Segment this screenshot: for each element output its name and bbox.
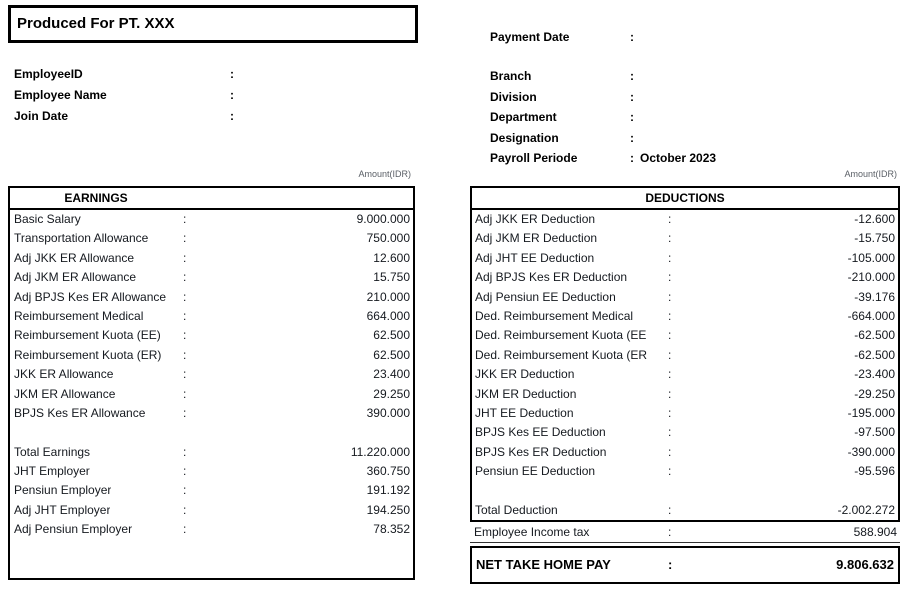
row-amount: 12.600 bbox=[373, 250, 410, 265]
row-colon: : bbox=[183, 289, 187, 304]
row-colon: : bbox=[183, 347, 187, 362]
deductions-row bbox=[472, 326, 898, 345]
earnings-row bbox=[10, 249, 413, 268]
info-colon: : bbox=[630, 30, 634, 44]
row-label: Adj JHT EE Deduction bbox=[475, 250, 595, 265]
info-label: EmployeeID bbox=[14, 67, 83, 81]
earnings-row bbox=[10, 229, 413, 248]
row-label: Adj JKM ER Allowance bbox=[14, 270, 137, 285]
deductions-row bbox=[472, 307, 898, 326]
earnings-row bbox=[10, 520, 413, 539]
deductions-row bbox=[472, 249, 898, 268]
row-label: Ded. Reimbursement Kuota (EE bbox=[475, 328, 647, 343]
info-colon: : bbox=[630, 110, 634, 125]
row-colon: : bbox=[668, 557, 673, 572]
company-info-row bbox=[490, 107, 890, 128]
earnings-row bbox=[10, 346, 413, 365]
earnings-row bbox=[10, 288, 413, 307]
employee-info-row bbox=[14, 106, 434, 127]
row-colon: : bbox=[183, 502, 187, 517]
row-label: Basic Salary bbox=[14, 212, 81, 226]
row-label: Adj JKK ER Deduction bbox=[475, 212, 596, 226]
earnings-row bbox=[10, 365, 413, 384]
row-colon: : bbox=[183, 405, 187, 420]
row-label: JKM ER Allowance bbox=[14, 386, 116, 401]
employee-info-row bbox=[14, 64, 434, 85]
info-label: Division bbox=[490, 89, 537, 104]
row-label: Pensiun Employer bbox=[14, 483, 112, 498]
row-amount: 62.500 bbox=[373, 347, 410, 362]
earnings-row bbox=[10, 326, 413, 345]
deductions-row bbox=[472, 288, 898, 307]
net-take-home-pay-box bbox=[470, 546, 900, 584]
row-colon: : bbox=[183, 212, 187, 226]
deductions-row bbox=[472, 210, 898, 229]
deductions-row bbox=[472, 229, 898, 248]
company-info-row bbox=[490, 66, 890, 87]
row-label: JHT EE Deduction bbox=[475, 405, 574, 420]
info-colon: : bbox=[630, 130, 634, 145]
row-colon: : bbox=[183, 386, 187, 401]
earnings-row bbox=[10, 385, 413, 404]
earnings-row bbox=[10, 462, 413, 481]
deductions-rows bbox=[472, 210, 898, 520]
earnings-row bbox=[10, 210, 413, 229]
row-amount: -62.500 bbox=[854, 347, 895, 362]
row-colon: : bbox=[183, 250, 187, 265]
row-colon: : bbox=[183, 483, 187, 498]
row-label: Reimbursement Kuota (EE) bbox=[14, 328, 161, 343]
deductions-amount-unit: Amount(IDR) bbox=[844, 169, 897, 179]
row-amount: 23.400 bbox=[373, 367, 410, 382]
deductions-row bbox=[472, 404, 898, 423]
row-colon: : bbox=[183, 231, 187, 246]
row-colon: : bbox=[668, 502, 672, 517]
row-label: Adj JHT Employer bbox=[14, 502, 111, 517]
row-label: BPJS Kes EE Deduction bbox=[475, 425, 606, 440]
row-amount: 62.500 bbox=[373, 328, 410, 343]
row-colon: : bbox=[668, 367, 672, 382]
earnings-row bbox=[10, 307, 413, 326]
row-colon: : bbox=[668, 464, 672, 479]
row-amount: -23.400 bbox=[854, 367, 895, 382]
info-label: Designation bbox=[490, 130, 559, 145]
row-amount: -390.000 bbox=[847, 444, 895, 459]
row-colon: : bbox=[183, 522, 187, 537]
row-colon: : bbox=[183, 464, 187, 479]
info-label: Payroll Periode bbox=[490, 151, 578, 166]
deductions-row bbox=[472, 462, 898, 481]
row-label: Reimbursement Medical bbox=[14, 308, 144, 323]
row-amount: -97.500 bbox=[854, 425, 895, 440]
earnings-amount-unit: Amount(IDR) bbox=[358, 169, 411, 179]
row-label: Reimbursement Kuota (ER) bbox=[14, 347, 162, 362]
row-colon: : bbox=[183, 367, 187, 382]
company-info-row bbox=[490, 128, 890, 149]
row-colon: : bbox=[668, 405, 672, 420]
info-colon: : bbox=[630, 89, 634, 104]
deductions-row bbox=[472, 268, 898, 287]
info-label: Join Date bbox=[14, 109, 69, 123]
row-colon: : bbox=[668, 444, 672, 459]
company-info-row bbox=[490, 148, 890, 169]
row-label: JHT Employer bbox=[14, 464, 90, 479]
info-label: Employee Name bbox=[14, 88, 107, 102]
row-colon: : bbox=[183, 308, 187, 323]
deductions-row bbox=[472, 423, 898, 442]
deductions-header bbox=[472, 188, 898, 210]
earnings-row bbox=[10, 443, 413, 462]
info-colon: : bbox=[230, 109, 234, 123]
deductions-row bbox=[472, 365, 898, 384]
row-colon: : bbox=[668, 212, 672, 226]
row-amount: -95.596 bbox=[854, 464, 895, 479]
payment-date-row bbox=[490, 27, 890, 48]
row-amount: -62.500 bbox=[854, 328, 895, 343]
row-colon: : bbox=[668, 250, 672, 265]
earnings-row bbox=[10, 501, 413, 520]
row-amount: 360.750 bbox=[366, 464, 410, 479]
row-amount: 11.220.000 bbox=[350, 444, 410, 459]
row-colon: : bbox=[183, 444, 187, 459]
deductions-row bbox=[472, 346, 898, 365]
earnings-row bbox=[10, 481, 413, 500]
row-label: Ded. Reimbursement Medical bbox=[475, 308, 634, 323]
row-label: Total Deduction bbox=[475, 502, 558, 517]
company-info-block bbox=[490, 66, 890, 169]
row-colon: : bbox=[668, 525, 672, 539]
row-amount: -105.000 bbox=[847, 250, 895, 265]
deductions-row bbox=[472, 481, 898, 500]
row-amount: -195.000 bbox=[847, 405, 895, 420]
row-amount: 9.000.000 bbox=[356, 212, 410, 226]
row-colon: : bbox=[668, 328, 672, 343]
payment-date-block bbox=[490, 27, 890, 48]
earnings-row bbox=[10, 540, 413, 559]
row-colon: : bbox=[668, 270, 672, 285]
row-amount: 390.000 bbox=[366, 405, 410, 420]
earnings-row bbox=[10, 559, 413, 578]
row-amount: 210.000 bbox=[366, 289, 410, 304]
earnings-table bbox=[8, 186, 415, 580]
row-amount: 191.192 bbox=[366, 483, 410, 498]
info-colon: : bbox=[630, 69, 634, 83]
earnings-rows bbox=[10, 210, 413, 578]
row-label: JKK ER Allowance bbox=[14, 367, 114, 382]
row-amount: -12.600 bbox=[854, 212, 895, 226]
row-label: Total Earnings bbox=[14, 444, 91, 459]
row-label: Adj Pensiun Employer bbox=[14, 522, 133, 537]
row-amount: -210.000 bbox=[847, 270, 895, 285]
row-label: Adj JKK ER Allowance bbox=[14, 250, 135, 265]
row-label: JKK ER Deduction bbox=[475, 367, 575, 382]
row-label: Adj Pensiun EE Deduction bbox=[475, 289, 616, 304]
deductions-row bbox=[472, 443, 898, 462]
row-label: BPJS Kes ER Deduction bbox=[475, 444, 607, 459]
row-amount: 78.352 bbox=[373, 522, 410, 537]
deductions-header-text: DEDUCTIONS bbox=[645, 191, 725, 205]
deductions-row bbox=[472, 385, 898, 404]
deductions-row bbox=[472, 501, 898, 520]
info-colon: : bbox=[230, 88, 234, 102]
row-label: BPJS Kes ER Allowance bbox=[14, 405, 146, 420]
earnings-row bbox=[10, 423, 413, 442]
info-colon: : bbox=[630, 151, 634, 166]
employee-info-row bbox=[14, 85, 434, 106]
info-colon: : bbox=[230, 67, 234, 81]
row-label: Employee Income tax bbox=[474, 525, 590, 539]
row-colon: : bbox=[183, 328, 187, 343]
row-amount: 194.250 bbox=[366, 502, 410, 517]
row-label: Adj JKM ER Deduction bbox=[475, 231, 598, 246]
row-amount: -15.750 bbox=[854, 231, 895, 246]
row-label: Adj BPJS Kes ER Allowance bbox=[14, 289, 167, 304]
row-amount: -2.002.272 bbox=[837, 502, 895, 517]
row-label: Transportation Allowance bbox=[14, 231, 149, 246]
employee-info-block bbox=[14, 64, 434, 127]
company-info-row bbox=[490, 87, 890, 108]
row-colon: : bbox=[668, 231, 672, 246]
produced-for-box bbox=[8, 5, 418, 43]
earnings-header bbox=[10, 188, 413, 210]
row-amount: 29.250 bbox=[373, 386, 410, 401]
row-amount: -29.250 bbox=[854, 386, 895, 401]
earnings-row bbox=[10, 268, 413, 287]
row-colon: : bbox=[668, 308, 672, 323]
row-amount: -664.000 bbox=[847, 308, 895, 323]
row-colon: : bbox=[668, 347, 672, 362]
row-colon: : bbox=[183, 270, 187, 285]
info-label: Department bbox=[490, 110, 557, 125]
row-label: Pensiun EE Deduction bbox=[475, 464, 596, 479]
row-label: Ded. Reimbursement Kuota (ER bbox=[475, 347, 648, 362]
income-tax-row bbox=[470, 524, 900, 543]
row-amount: 750.000 bbox=[366, 231, 410, 246]
produced-for-text: Produced For PT. XXX bbox=[17, 15, 175, 32]
row-colon: : bbox=[668, 386, 672, 401]
earnings-row bbox=[10, 404, 413, 423]
row-amount: 664.000 bbox=[366, 308, 410, 323]
row-label: Adj BPJS Kes ER Deduction bbox=[475, 270, 628, 285]
info-label: Branch bbox=[490, 69, 532, 83]
row-amount: -39.176 bbox=[854, 289, 895, 304]
row-amount: 9.806.632 bbox=[836, 557, 894, 572]
row-amount: 588.904 bbox=[853, 525, 897, 539]
deductions-table bbox=[470, 186, 900, 522]
row-colon: : bbox=[668, 425, 672, 440]
row-label: NET TAKE HOME PAY bbox=[476, 557, 611, 572]
row-label: JKM ER Deduction bbox=[475, 386, 577, 401]
earnings-header-text: EARNINGS bbox=[64, 191, 128, 205]
info-value: October 2023 bbox=[640, 151, 717, 166]
info-label: Payment Date bbox=[490, 30, 570, 44]
row-colon: : bbox=[668, 289, 672, 304]
row-amount: 15.750 bbox=[373, 270, 410, 285]
